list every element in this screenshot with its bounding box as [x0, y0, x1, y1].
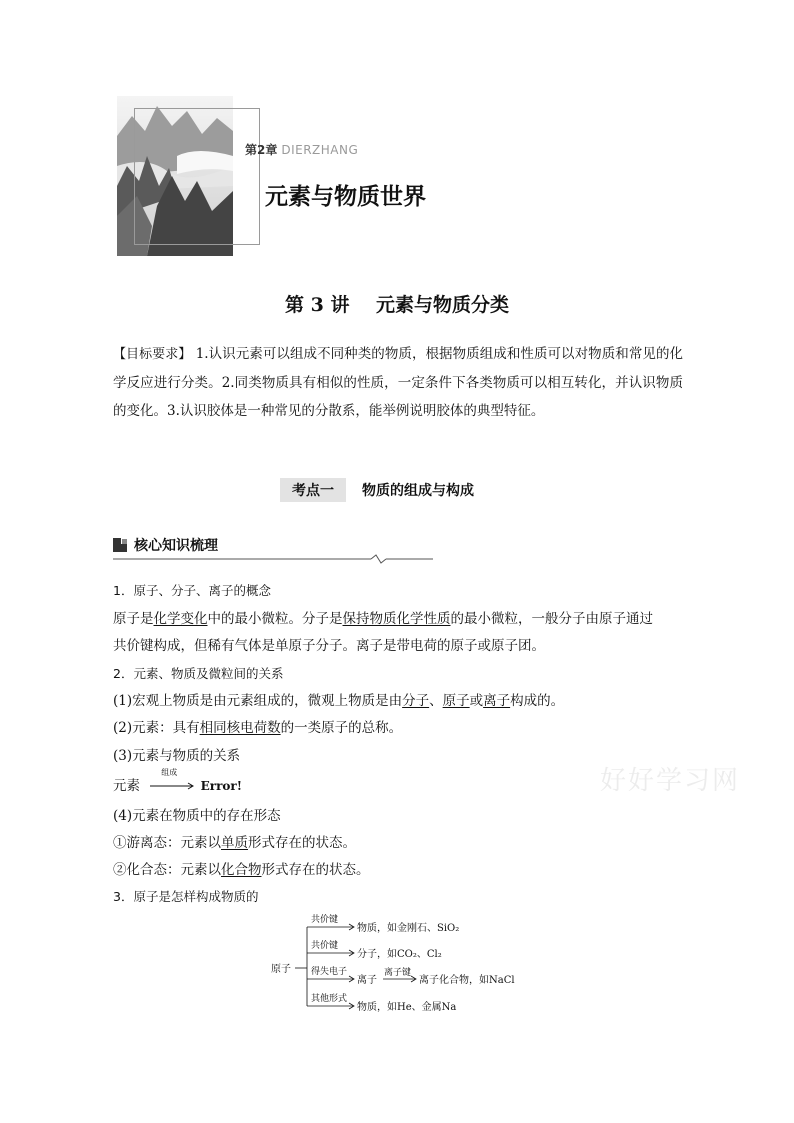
answer-blank: 化合物	[221, 862, 262, 878]
text: 原子是	[113, 611, 154, 627]
branch-result-b: 离子化合物，如NaCl	[419, 975, 515, 986]
lesson-title: 第 3 讲 元素与物质分类	[285, 294, 509, 316]
branch-label: 共价键	[311, 915, 339, 925]
diagram-branch-4	[307, 992, 456, 1013]
heading-3: 3．原子是怎样构成物质的	[113, 889, 259, 904]
p1-line-1	[113, 607, 693, 627]
diagram-branch-3	[307, 965, 515, 986]
p2-4: (4)元素在物质中的存在形态	[113, 808, 281, 824]
text: 中的最小微粒。分子是	[207, 611, 343, 627]
watermark: 好好学习网	[600, 766, 741, 796]
branch-result: 物质，如金刚石、SiO₂	[357, 923, 460, 934]
answer-blank: 单质	[221, 835, 248, 851]
text: 形式存在的状态。	[248, 835, 356, 851]
answer-blank: 化学变化	[153, 611, 208, 627]
text: (2)元素：具有	[113, 720, 200, 736]
answer-blank: 相同核电荷数	[199, 720, 281, 736]
relation-arrow	[148, 768, 196, 790]
diagram-root: 原子	[271, 964, 291, 975]
branch-result-a: 离子	[357, 975, 377, 986]
branch-mid-label: 离子键	[384, 968, 412, 978]
answer-blank: 保持物质化学性质	[342, 611, 451, 627]
goals-paragraph	[113, 340, 683, 425]
branch-result: 分子，如CO₂、Cl₂	[357, 949, 442, 960]
text: 、	[429, 693, 443, 709]
exam-point-title: 物质的组成与构成	[362, 483, 474, 499]
goals-text: 1.认识元素可以组成不同种类的物质，根据物质组成和性质可以对物质和常见的化学反应进行分类。2.同类物质具有相似的性质，一定条件下各类物质可以相互转化，并认识物质的变化。3.认识胶体是一种常见的分散系，能举例说明胶体的典型特征。	[113, 346, 683, 419]
p2-3: (3)元素与物质的关系	[113, 748, 241, 764]
relation-left: 元素	[113, 778, 140, 794]
chapter-number-label: 第2章	[245, 143, 278, 157]
p1-line-2: 共价键构成，但稀有气体是单原子分子。离子是带电荷的原子或原子团。	[113, 638, 545, 654]
chapter-banner-frame	[134, 108, 260, 245]
answer-blank: 离子	[483, 693, 511, 709]
relation-result: Error!	[200, 779, 242, 793]
atom-structure-diagram	[265, 905, 535, 1025]
branch-label: 共价键	[311, 941, 339, 951]
goals-label: 【目标要求】	[113, 347, 192, 362]
section-square-icon	[113, 537, 127, 551]
relation-arrow-label: 组成	[161, 768, 178, 777]
text: (1)宏观上物质是由元素组成的，微观上物质是由	[113, 693, 403, 709]
chapter-number	[245, 141, 358, 158]
text: 构成的。	[510, 693, 565, 709]
text: 的最小微粒，一般分子由原子通过	[450, 611, 653, 627]
answer-blank: 原子	[442, 693, 470, 709]
chapter-title: 元素与物质世界	[265, 184, 426, 210]
answer-blank: 分子	[402, 693, 430, 709]
text: 或	[469, 693, 484, 709]
p2-1	[113, 689, 693, 709]
branch-result: 物质，如He、金属Na	[357, 1002, 457, 1013]
text: 的一类原子的总称。	[280, 720, 403, 736]
p2-5	[113, 831, 693, 851]
branch-label: 得失电子	[311, 967, 348, 977]
diagram-branch-1	[307, 913, 459, 934]
diagram-branch-2	[307, 939, 442, 960]
branch-label: 其他形式	[311, 994, 348, 1004]
exam-point-label: 考点一	[292, 483, 334, 499]
heading-2: 2．元素、物质及微粒间的关系	[113, 666, 284, 681]
section-title: 核心知识梳理	[134, 538, 218, 554]
text: 形式存在的状态。	[261, 862, 370, 878]
heading-1: 1．原子、分子、离子的概念	[113, 583, 271, 598]
p2-6	[113, 858, 693, 878]
p2-2	[113, 716, 693, 736]
section-divider	[113, 550, 433, 562]
chapter-sub-label: DIERZHANG	[281, 143, 359, 157]
text: ②化合态：元素以	[113, 862, 221, 878]
text: ①游离态：元素以	[113, 835, 221, 851]
